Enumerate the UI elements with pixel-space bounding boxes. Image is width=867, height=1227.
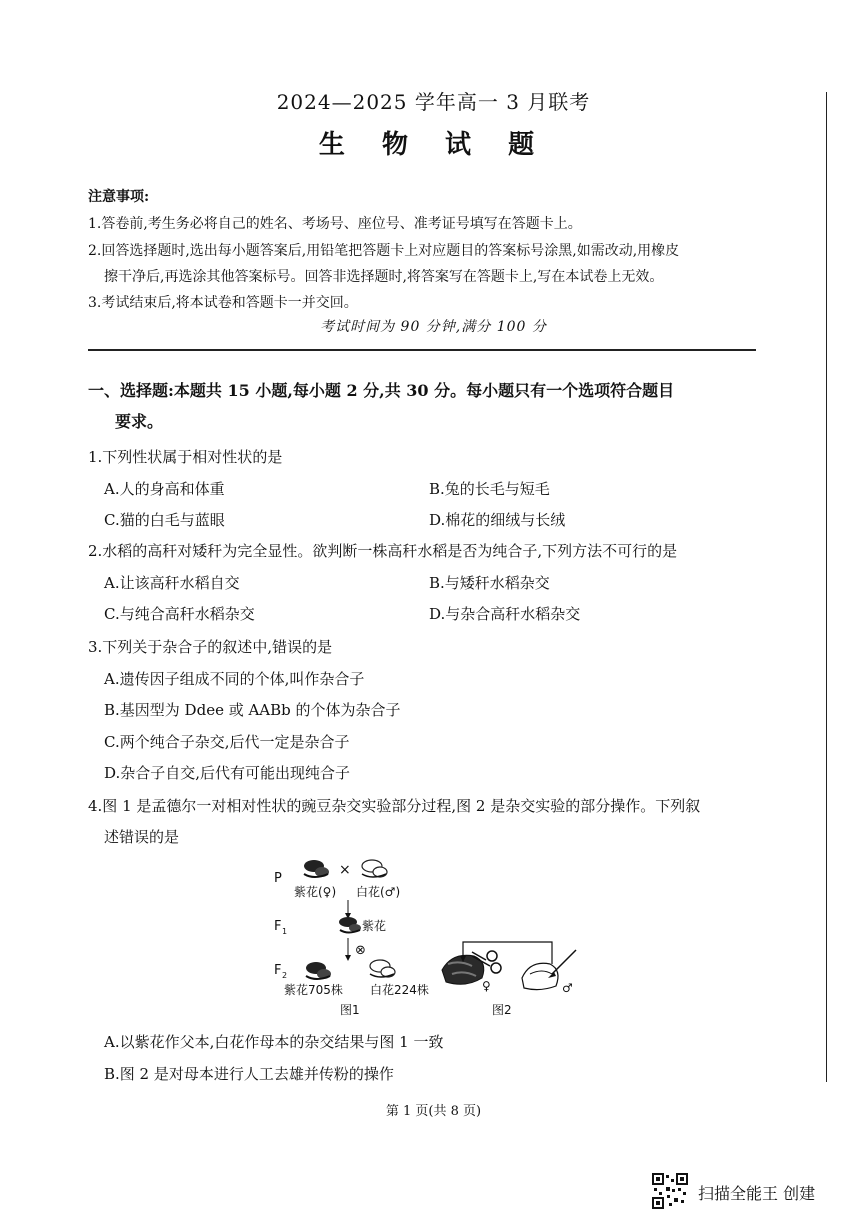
- option-c: C.两个纯合子杂交,后代一定是杂合子: [104, 733, 350, 751]
- notice-item: 擦干净后,再选涂其他答案标号。回答非选择题时,将答案写在答题卡上,写在本试卷上无效。: [104, 269, 664, 285]
- question-stem-cont: 述错误的是: [104, 828, 180, 846]
- purple-flower-icon: [306, 962, 331, 979]
- p-label: P: [274, 871, 282, 886]
- exam-title: 2024—2025 学年高一 3 月联考: [276, 90, 591, 114]
- subject-title: 生 物 试 题: [318, 130, 549, 160]
- f2-purple-count: 紫花705株: [284, 983, 343, 997]
- white-flower-icon: [370, 960, 395, 977]
- pea-cross-figure: [260, 852, 600, 1020]
- notice-item: 3.考试结束后,将本试卷和答题卡一并交回。: [88, 295, 358, 311]
- purple-flower-icon: [339, 917, 361, 933]
- divider: [88, 349, 756, 351]
- f2-subscript: 2: [282, 971, 288, 980]
- question-stem: 3.下列关于杂合子的叙述中,错误的是: [88, 638, 333, 656]
- white-flower-icon: [362, 860, 387, 877]
- option-b: B.兔的长毛与短毛: [429, 480, 550, 498]
- f1-subscript: 1: [282, 927, 288, 936]
- margin-line: [826, 92, 827, 1082]
- question-stem: 2.水稻的高秆对矮秆为完全显性。欲判断一株高秆水稻是否为纯合子,下列方法不可行的是: [88, 542, 678, 560]
- notice-heading: 注意事项:: [88, 189, 150, 205]
- notice-item: 1.答卷前,考生务必将自己的姓名、考场号、座位号、准考证号填写在答题卡上。: [88, 216, 582, 232]
- option-a: A.让该高秆水稻自交: [104, 574, 240, 592]
- self-pollination-symbol: ⊗: [355, 943, 366, 958]
- question-stem: 4.图 1 是孟德尔一对相对性状的豌豆杂交实验部分过程,图 2 是杂交实验的部分操作。下列叙: [88, 797, 701, 815]
- scanner-watermark: 扫描全能王 创建: [698, 1184, 816, 1203]
- f2-white-count: 白花224株: [370, 983, 429, 997]
- male-sign: ♂: [562, 981, 573, 995]
- figure-1-caption: 图1: [340, 1003, 360, 1017]
- option-d: D.杂合子自交,后代有可能出现纯合子: [104, 764, 351, 782]
- white-male-label: 白花(♂): [356, 885, 401, 899]
- cross-symbol: ×: [339, 862, 351, 878]
- purple-female-label: 紫花(♀): [294, 885, 337, 899]
- purple-flower-icon: [304, 860, 329, 877]
- f1-label: F: [274, 919, 282, 934]
- figure-2-caption: 图2: [492, 1003, 512, 1017]
- option-c: C.与纯合高秆水稻杂交: [104, 605, 255, 623]
- option-d: D.与杂合高秆水稻杂交: [429, 605, 581, 623]
- female-sign: ♀: [482, 979, 491, 993]
- option-b: B.基因型为 Ddee 或 AABb 的个体为杂合子: [104, 701, 401, 719]
- arrow-f1-to-f2: [345, 938, 351, 961]
- option-b: B.图 2 是对母本进行人工去雄并传粉的操作: [104, 1065, 394, 1083]
- notice-item: 2.回答选择题时,选出每小题答案后,用铅笔把答题卡上对应题目的答案标号涂黑,如需改动,用橡皮: [88, 243, 680, 259]
- page-number: 第 1 页(共 8 页): [385, 1104, 482, 1119]
- option-a: A.以紫花作父本,白花作母本的杂交结果与图 1 一致: [104, 1033, 444, 1051]
- qr-code-icon: [652, 1173, 688, 1209]
- f1-purple-label: 紫花: [362, 919, 387, 933]
- option-c: C.猫的白毛与蓝眼: [104, 511, 225, 529]
- option-b: B.与矮秆水稻杂交: [429, 574, 550, 592]
- exam-time: 考试时间为 90 分钟,满分 100 分: [320, 319, 547, 335]
- section-heading: 一、选择题:本题共 15 小题,每小题 2 分,共 30 分。每小题只有一个选项符合题目: [88, 381, 675, 400]
- arrow-p-to-f1: [345, 900, 351, 919]
- option-a: A.人的身高和体重: [104, 480, 225, 498]
- section-heading-cont: 要求。: [115, 412, 164, 431]
- question-stem: 1.下列性状属于相对性状的是: [88, 448, 283, 466]
- f2-label: F: [274, 963, 282, 978]
- option-a: A.遗传因子组成不同的个体,叫作杂合子: [104, 670, 365, 688]
- option-d: D.棉花的细绒与长绒: [429, 511, 566, 529]
